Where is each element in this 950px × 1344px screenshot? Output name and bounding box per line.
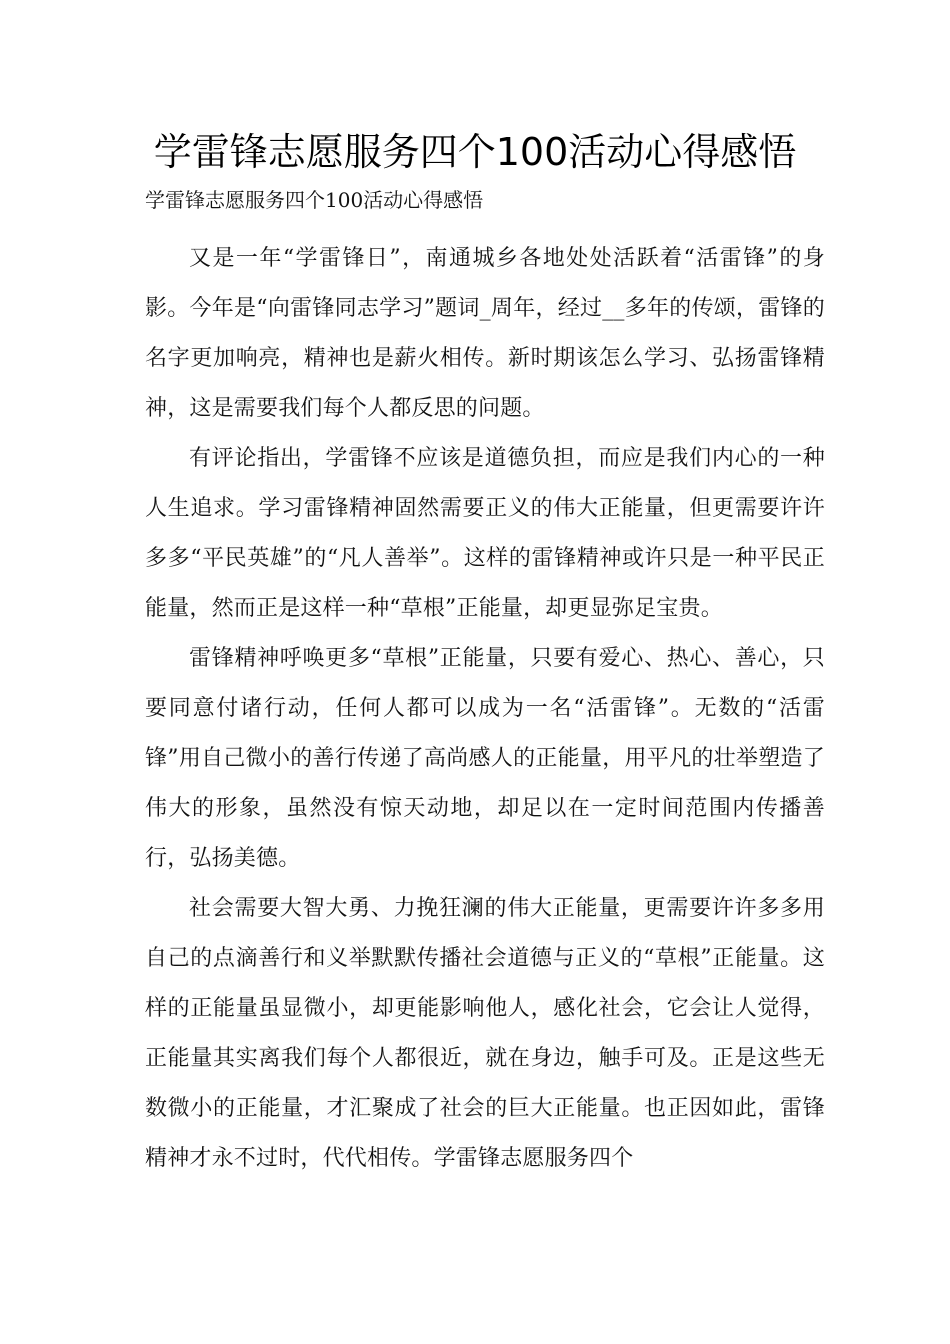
document-body xyxy=(145,234,825,1184)
paragraph-3: 雷锋精神呼唤更多“草根”正能量，只要有爱心、热心、善心，只要同意付诸行动，任何人都可以成为一名“活雷锋”。无数的“活雷锋”用自己微小的善行传递了高尚感人的正能量，用平凡的壮举塑造了伟大的形象，虽然没有惊天动地，却足以在一定时间范围内传播善行，弘扬美德。 xyxy=(145,646,825,871)
document-subtitle: 学雷锋志愿服务四个100活动心得感悟 xyxy=(145,188,484,212)
paragraph-4: 社会需要大智大勇、力挽狂澜的伟大正能量，更需要许许多多用自己的点滴善行和义举默默传播社会道德与正义的“草根”正能量。这样的正能量虽显微小，却更能影响他人，感化社会，它会让人觉得，正能量其实离我们每个人都很近，就在身边，触手可及。正是这些无数微小的正能量，才汇聚成了社会的巨大正能量。也正因如此，雷锋精神才永不过时，代代相传。学雷锋志愿服务四个 xyxy=(145,896,825,1171)
paragraph-1: 又是一年“学雷锋日”，南通城乡各地处处活跃着“活雷锋”的身影。今年是“向雷锋同志学习”题词_周年，经过__多年的传颂，雷锋的名字更加响亮，精神也是薪火相传。新时期该怎么学习、弘扬雷锋精神，这是需要我们每个人都反思的问题。 xyxy=(145,246,825,421)
document-title: 学雷锋志愿服务四个100活动心得感悟 xyxy=(153,130,797,174)
paragraph-2: 有评论指出，学雷锋不应该是道德负担，而应是我们内心的一种人生追求。学习雷锋精神固然需要正义的伟大正能量，但更需要许许多多“平民英雄”的“凡人善举”。这样的雷锋精神或许只是一种平民正能量，然而正是这样一种“草根”正能量，却更显弥足宝贵。 xyxy=(145,446,825,621)
